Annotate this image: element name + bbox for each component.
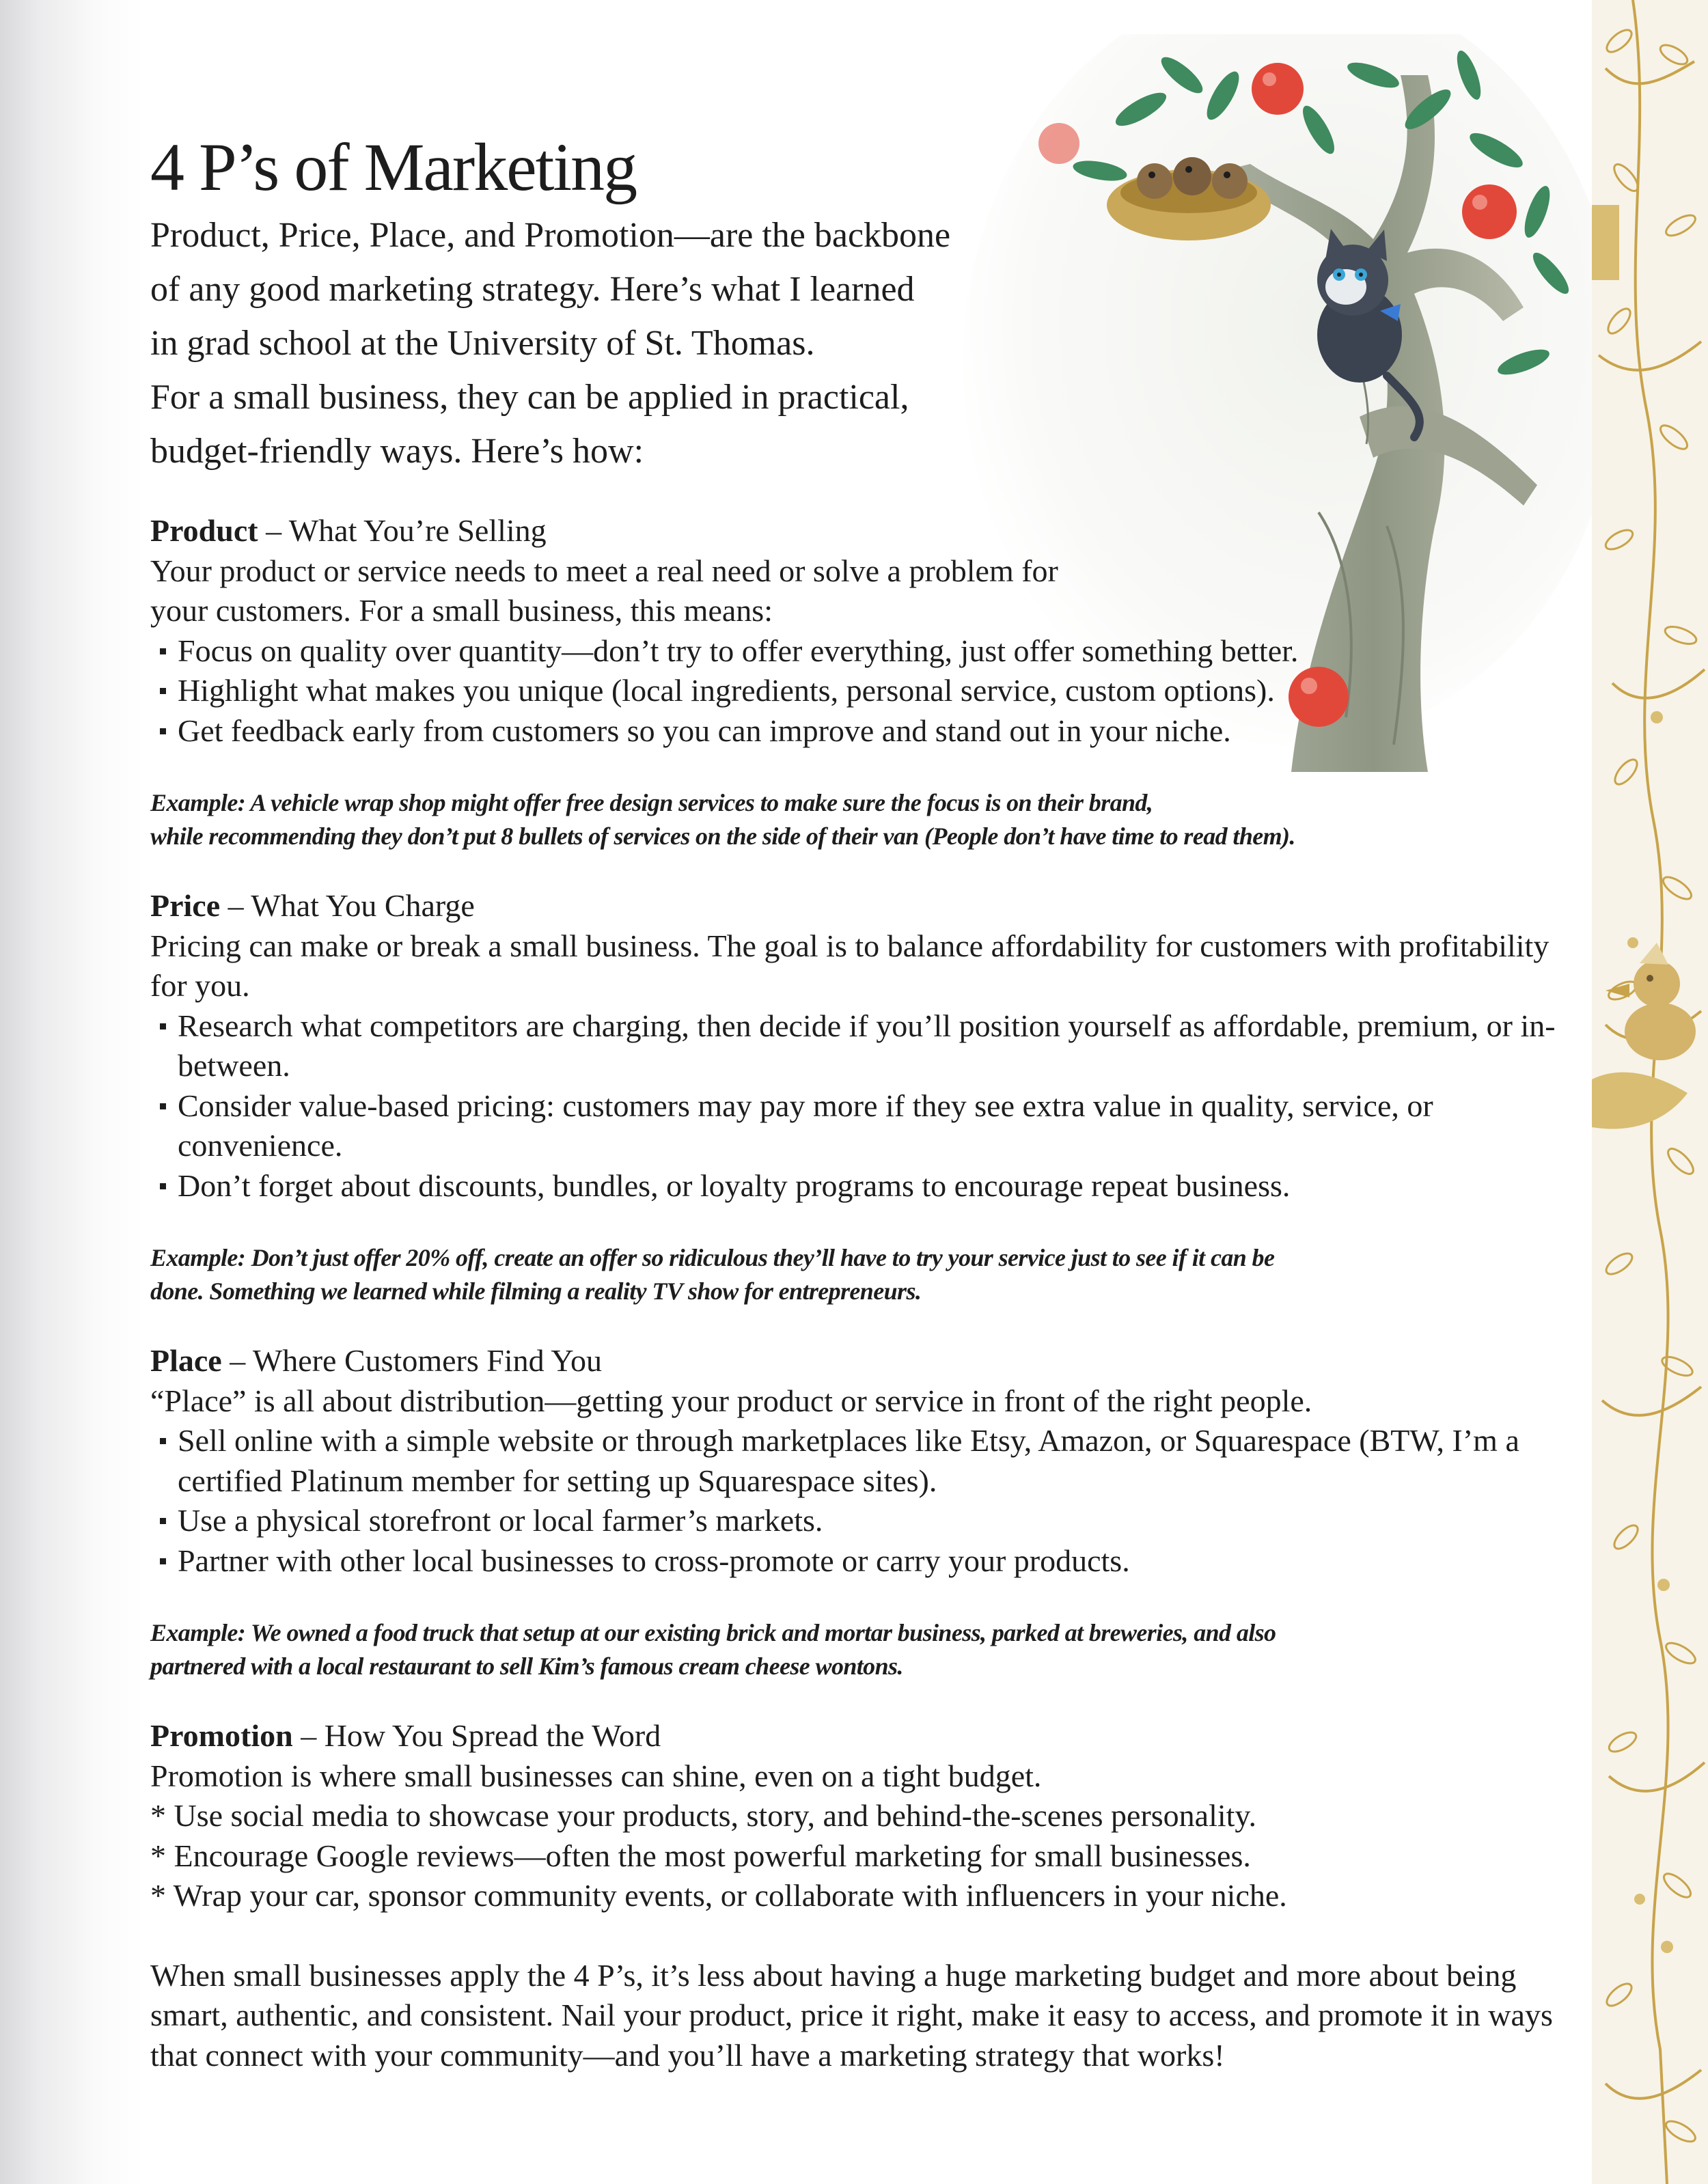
list-item: Don’t forget about discounts, bundles, or loyalty programs to encourage repeat business. — [150, 1166, 1565, 1206]
list-item: * Use social media to showcase your products, story, and behind-the-scenes personality. — [150, 1798, 1256, 1833]
intro-line: in grad school at the University of St. Thomas. — [150, 324, 815, 363]
example-line: Example: We owned a food truck that setup at our existing brick and mortar business, parked at breweries, and also — [150, 1619, 1276, 1646]
list-item: Focus on quality over quantity—don’t try to offer everything, just offer something better. — [150, 631, 1565, 672]
intro-line: For a small business, they can be applied in practical, — [150, 378, 909, 417]
body-line: your customers. For a small business, this means: — [150, 593, 773, 628]
section-title: Promotion — [150, 1718, 293, 1753]
article-content — [150, 126, 1565, 2107]
section-product — [150, 511, 1565, 853]
list-item: Sell online with a simple website or through marketplaces like Etsy, Amazon, or Squarespace (BTW, I’m a certified Platinum member for setting up Squarespace sites). — [150, 1421, 1565, 1501]
section-subtitle: – How You Spread the Word — [292, 1718, 661, 1753]
section-place — [150, 1341, 1565, 1683]
example-note — [150, 786, 1565, 853]
list-item: * Encourage Google reviews—often the most powerful marketing for small businesses. — [150, 1838, 1251, 1873]
example-line: done. Something we learned while filming a reality TV show for entrepreneurs. — [150, 1277, 922, 1305]
intro-line: budget-friendly ways. Here’s how: — [150, 432, 644, 471]
example-line: Example: A vehicle wrap shop might offer free design services to make sure the focus is on their brand, — [150, 789, 1153, 816]
list-item: Get feedback early from customers so you can improve and stand out in your niche. — [150, 711, 1565, 751]
list-item: Partner with other local businesses to cross-promote or carry your products. — [150, 1541, 1565, 1581]
bullet-list — [150, 1006, 1565, 1206]
intro-line: Product, Price, Place, and Promotion—are the backbone — [150, 216, 951, 255]
bullet-list — [150, 631, 1565, 751]
page-title: 4 P’s of Marketing — [150, 129, 637, 205]
duck-illustration-icon — [1606, 943, 1696, 1060]
example-note — [150, 1241, 1565, 1308]
botanical-pattern-icon — [1592, 0, 1708, 2184]
body-line: Pricing can make or break a small business. The goal is to balance affordability for customers with profitability for you. — [150, 928, 1549, 1003]
list-item: Research what competitors are charging, then decide if you’ll position yourself as affordable, premium, or in-between. — [150, 1006, 1565, 1086]
section-title: Product — [150, 513, 258, 548]
body-line: “Place” is all about distribution—getting your product or service in front of the right people. — [150, 1383, 1312, 1418]
section-heading — [150, 511, 1565, 551]
section-heading — [150, 1341, 1565, 1381]
section-subtitle: – Where Customers Find You — [221, 1343, 603, 1378]
section-price — [150, 886, 1565, 1308]
list-item: Highlight what makes you unique (local ingredients, personal service, custom options). — [150, 671, 1565, 711]
bullet-list — [150, 1421, 1565, 1581]
section-title: Place — [150, 1343, 222, 1378]
body-line: Promotion is where small businesses can shine, even on a tight budget. — [150, 1758, 1042, 1793]
list-item: * Wrap your car, sponsor community events, or collaborate with influencers in your niche. — [150, 1878, 1287, 1913]
section-subtitle: – What You Charge — [220, 888, 475, 923]
list-item: Consider value-based pricing: customers may pay more if they see extra value in quality, service, or convenience. — [150, 1086, 1565, 1166]
closing-paragraph: When small businesses apply the 4 P’s, it’s less about having a huge marketing budget and more about being smart, authentic, and consistent. Nail your product, price it right, make it easy to access, and promote it in ways that connect with your community—and you’ll have a marketing strategy that works! — [150, 1957, 1553, 2073]
intro-line: of any good marketing strategy. Here’s what I learned — [150, 270, 915, 309]
decorative-border — [1592, 0, 1708, 2184]
section-heading — [150, 886, 1565, 926]
body-line: Your product or service needs to meet a real need or solve a problem for — [150, 553, 1058, 588]
example-line: Example: Don’t just offer 20% off, create an offer so ridiculous they’ll have to try your service just to see if it can be — [150, 1244, 1275, 1271]
section-subtitle: – What You’re Selling — [258, 513, 547, 548]
section-heading — [150, 1716, 1565, 1756]
example-line: while recommending they don’t put 8 bullets of services on the side of their van (People don’t have time to read them). — [150, 823, 1295, 850]
example-line: partnered with a local restaurant to sell Kim’s famous cream cheese wontons. — [150, 1653, 903, 1680]
section-title: Price — [150, 888, 221, 923]
example-note — [150, 1616, 1565, 1683]
section-promotion — [150, 1716, 1565, 1916]
intro-paragraph — [150, 208, 1565, 478]
list-item: Use a physical storefront or local farmer’s markets. — [150, 1501, 1565, 1541]
